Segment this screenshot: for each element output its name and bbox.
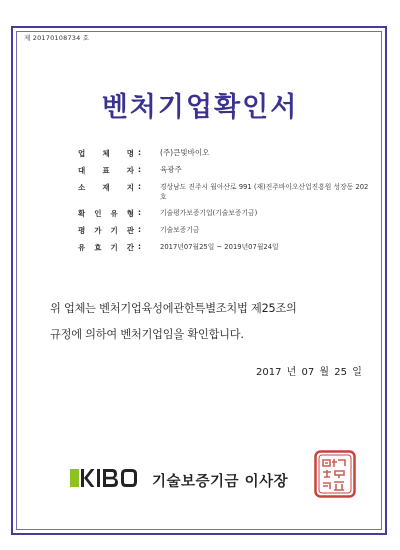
issue-month: 07 [301,367,315,378]
issuer-name: 기술보증기금 이사장 [152,474,289,490]
field-representative [78,165,378,182]
field-value: (주)큰빛바이오 [160,148,210,157]
kibo-logo [70,467,138,489]
official-seal-icon [314,450,356,498]
field-value: 2017년07월25일 ~ 2019년07월24일 [160,243,279,251]
issue-day-unit: 일 [352,367,362,378]
field-colon: : [138,182,141,191]
field-label: 업 체 명 [78,149,134,158]
issue-date [256,363,364,378]
info-fields [78,148,378,259]
field-label: 유 효 기 간 [78,243,134,252]
issue-month-unit: 월 [319,367,330,378]
field-colon: : [138,148,141,157]
field-validity-period [78,242,378,259]
issue-day: 25 [334,367,348,378]
field-colon: : [138,225,141,234]
issue-year: 2017 [256,367,282,378]
field-label: 대 표 자 [78,166,134,175]
field-label: 평 가 기 관 [78,226,134,235]
field-colon: : [138,208,141,217]
statement-line-2: 규정에 의하여 벤처기업임을 확인합니다. [50,328,244,341]
field-evaluation-agency [78,225,378,242]
field-address [78,182,378,208]
field-colon: : [138,242,141,251]
field-value: 기술평가보증기업(기술보증기금) [160,209,258,217]
field-label: 소 재 지 [78,183,134,192]
field-company-name [78,148,378,165]
field-label: 확 인 유 형 [78,209,134,218]
field-value: 기술보증기금 [160,226,200,234]
confirmation-statement [50,296,370,348]
page-title: 벤처기업확인서 [101,92,299,123]
document-number: 제 20170108734 호 [24,34,90,42]
issue-year-unit: 년 [286,367,297,378]
field-value: 경상남도 진주시 월아산로 991 (재)진주바이오산업진흥원 성장동 202호 [160,183,369,201]
field-confirmation-type [78,208,378,225]
field-colon: : [138,165,141,174]
field-value: 육광주 [160,165,182,174]
statement-line-1: 위 업체는 벤처기업육성에관한특별조치법 제25조의 [50,302,297,315]
